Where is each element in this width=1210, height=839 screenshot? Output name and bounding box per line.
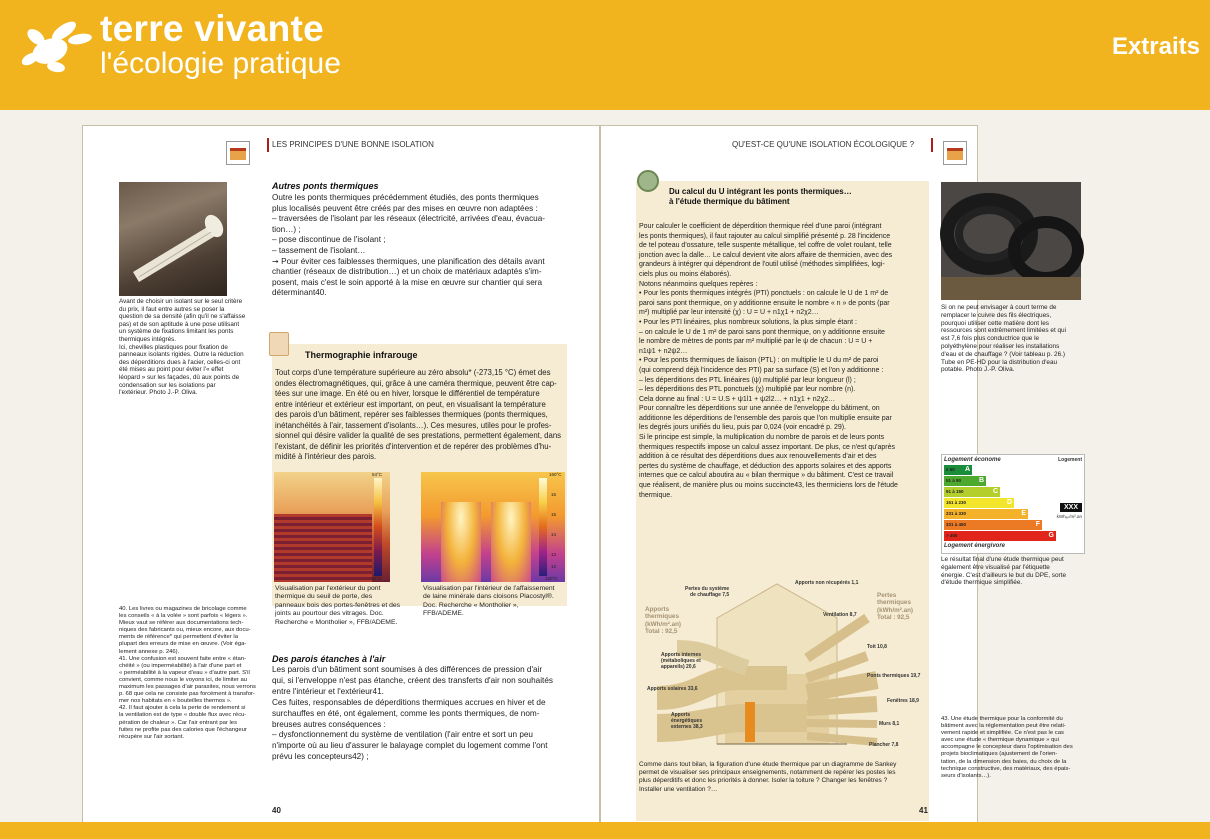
sankey-label-ventilation: Ventilation 8,7 [823,612,857,618]
energy-class-letter: D [1006,499,1012,506]
right-red-rule [931,138,933,152]
energy-class-range: 151 à 230 [946,500,967,505]
pipe-photo-caption: Si on ne peut envisager à court terme de remplacer le cuivre des fils électriques, pourquoi utiliser cette matière dont les ressources sont extrêmement limitées et qui est 7,6 fois plus conductrice que le polyéthylène pour réaliser les installations d'eau et de chauffage ? (Voir tableau p. 26.) Tube en PE-HD pour la distribution d'eau potable. Photo J.-P. Oliva. [941,304,1067,374]
sankey-label-apports-externes: Apports énergétiques externes 38,3 [671,712,703,730]
thermal-caption-exterior: Visualisation par l'extérieur du pont thermique du seuil de porte, des panneaux bois des portes-fenêtres et des joints au pourtour des vitrages. Doc. Recherche « Montholier », FFB/ADEME. [275,585,401,626]
thermal-scale-tick: 15 [551,512,557,517]
energy-class-bar-a [944,465,972,475]
energy-class-range: 91 à 150 [946,489,964,494]
page-number-left: 40 [272,806,281,815]
sankey-label-toit: Toit 10,8 [867,644,887,650]
pe-hd-pipe-photo [941,182,1081,300]
sankey-label-pertes-chauffage: Pertes du système de chauffage 7,5 [685,586,730,598]
energy-label [941,454,1085,554]
energy-class-range: 331 à 450 [946,522,967,527]
sankey-label-fenetres: Fenêtres 18,9 [887,698,919,704]
energy-class-bar-e [944,509,1028,519]
footnotes-40-42: 40. Les livres ou magazines de bricolage comme les conseils « à la volée » sont parfois « légers ». Mieux vaut se référer aux documentations tech- niques des fabricants ou, mieux encore, aux docu- ments de référence* qui permettent d'éviter la plupart des erreurs de mise en œuvre. (Voir éga- lement annexe p. 246). 41. Une confusion est souvent faite entre « étan- chéité » (ou imperméabilité) à l'air d'une part et « perméabilité à la vapeur d'eau » d'autre part. S'il convient, comme nous le voyons ici, de limiter au maximum les passages d'air parasites, nous verrons p. 68 que cela ne consiste pas forcément à transfor- mer nos habitats en « bouteilles thermos ». 42. Il faut ajouter à cela la perte de rendement si la ventilation est de type « double flux avec récu- pération de chaleur ». Car l'air entrant par les fuites ne profite pas des calories que l'échangeur récupère sur l'air sortant. [119,606,256,740]
energy-unit: kWhₑₚ/m².an [1056,514,1082,519]
thermal-scale-bottom-2: 120°C [545,576,558,581]
u-calculation-body: Pour calculer le coefficient de déperdition thermique réel d'une paroi (intégrant les ponts thermiques), il faut rajouter au calcul simplifié présenté p. 28 l'incidence de tel poteau d'ossature, telle suspente métallique, tel coffre de volet roulant, telle jonction avec la dalle… Le calcul devient vite alors affaire de thermicien, avec des grandeurs à intégrer qui dépendront de l'outil utilisé (méthodes simplifiées, logi- ciels plus ou moins élaborés). Notons néanmoins quelques repères : • Pour les ponts thermiques intégrés (PTI) ponctuels : on calcule le U de 1 m² de paroi sans pont thermique, on y additionne ensuite le nombre « n » de ponts (par m²) multiplié par leur intensité (χ) : U = U + n1χ1 + n2χ2… • Pour les PTI linéaires, plus nombreux solutions, la plus simple étant : – on calcule le U de 1 m² de paroi sans pont thermique, on y additionne ensuite le nombre de mètres de ponts par m² multiplié par le ψ de chacun : U = U + n1ψ1 + n2ψ2… • Pour les ponts thermiques de liaison (PTL) : on multiplie le U du m² de paroi (qui comprend déjà l'incidence des PTI) par sa surface (S) et l'on y additionne : – les déperditions des PTL linéaires (ψ) multiplié par leur longueur (l) ; – les déperditions des PTL ponctuels (χ) multiplié par leur nombre (n). Cela donne au final : U = U.S + ψ1l1 + ψ2l2… + n1χ1 + n2χ2… Pour connaître les déperditions sur une année de l'enveloppe du bâtiment, on additionne les déperditions de l'ensemble des parois que l'on multiplie ensuite par les degrés jours unifiés du lieu, puis par 0,024 (voir encadré p. 29). Si le principe est simple, la multiplication du nombre de parois et de leurs ponts thermiques respectifs impose un calcul assez important. De plus, ce n'est qu'après addition à ce résultat des déperditions dues aux renouvellements d'air et des pertes du système de chauffage, et déduction des apports solaires et des apports internes que ce calcul aboutira au « bilan thermique » du bâtiment. C'est ce travail que réalisent, de manière plus ou moins succincte43, les thermiciens lors de l'étude thermique. [639,223,898,499]
running-head-left: LES PRINCIPES D'UNE BONNE ISOLATION [272,140,434,149]
chapter-house-icon [226,141,250,165]
bottom-band [0,822,1210,839]
extraits-label: Extraits [1111,33,1200,60]
sankey-diagram [637,578,929,754]
pipe-coils-drawing [941,182,1081,300]
sankey-apports-title: Apports thermiques (kWh/m².an) Total : 92,5 [645,606,682,636]
thermographie-title: Thermographie infrarouge [305,350,418,360]
page-number-right: 41 [919,806,928,815]
energy-class-bar-c [944,487,1000,497]
section-title-autres-ponts: Autres ponts thermiques [272,181,379,191]
right-page [600,125,1082,825]
thermal-scale-tick: 12 [551,564,557,569]
brand-tagline: l'écologie pratique [100,47,341,80]
energy-class-letter: E [1021,510,1026,517]
energy-value-badge: XXX [1060,503,1082,512]
sankey-label-plancher: Plancher 7,8 [869,742,899,748]
thermal-scale-tick: 16 [551,492,557,497]
calculator-badge-icon [637,170,659,192]
terre-vivante-logo-icon[interactable] [20,15,100,77]
sankey-label-non-recuperes: Apports non récupérés 1,1 [795,580,859,586]
sankey-caption: Comme dans tout bilan, la figuration d'une étude thermique par un diagramme de Sankey permet de visualiser ses principaux enseignements, notamment de repérer les postes les plus déperditifs et donc les priorités à donner. Isoler la toiture ? Changer les fenêtres ? Installer une ventilation ?… [639,761,897,793]
energy-class-letter: G [1048,532,1054,539]
energy-class-range: 51 à 90 [946,478,962,483]
insulation-dowel-photo [119,182,227,296]
thermal-scale-tick: 14 [551,532,557,537]
thermal-scale-top-1: 54°C [372,472,383,477]
left-red-rule [267,138,269,152]
thermal-image-interior [421,472,565,582]
sankey-label-apports-solaires: Apports solaires 33,6 [647,686,698,692]
energy-class-range: > 450 [946,533,958,538]
chapter-house-icon-right [943,141,967,165]
thermal-caption-interior: Visualisation par l'intérieur de l'affaissement de laine minérale dans cloisons Placostyl®. Doc. Recherche « Montholier », FFB/ADEME. [423,585,555,618]
thermal-scale-tick: 13 [551,552,557,557]
box-title-line1: Du calcul du U intégrant les ponts thermiques… [669,187,852,196]
energy-label-right-head: Logement [1058,457,1082,463]
energy-class-bar-d [944,498,1014,508]
footnote-43: 43. Une étude thermique pour la conformité du bâtiment avec la réglementation peut être relati- vement rapide et simplifiée. Ce n'est pas le cas avec une étude « thermique dynamique » qui accompagne le concepteur dans l'optimisation des projets bioclimatiques (ajustement de l'orien- tation, de la dimension des baies, du choix de la technique constructive, des matériaux, des épais- seurs d'isolants…). [941,716,1073,779]
sankey-label-apports-internes: Apports internes (métaboliques et appareils) 20,6 [661,652,702,670]
section-body-parois-etanches: Les parois d'un bâtiment sont soumises à des différences de pression d'air qui, si l'enveloppe n'est pas étanche, créent des transferts d'air non souhaités entre l'intérieur et l'extérieur41. Ces fuites, responsables de déperditions thermiques accrues en hiver et de surchauffes en été, ont également, comme les ponts thermiques, de nom- breuses autres conséquences : – dysfonctionnement du système de ventilation (l'air entre et sort un peu n'importe où au lieu d'assurer le balayage complet du logement comme l'ont prévu les concepteurs42) ; [272,665,553,762]
dowel-photo-caption: Avant de choisir un isolant sur le seul critère du prix, il faut entre autres se poser la question de sa densité (afin qu'il ne s'affaisse pas) et de son aptitude à une pose utilisant un système de fixations limitant les ponts thermiques intégrés. Ici, chevilles plastiques pour fixation de panneaux isolants rigides. Outre la réduction des déperditions dues à l'acier, celles-ci ont été mises au point pour éviter l'« effet léopard » sur les façades, dû aux points de condensation sur les isolations par l'extérieur. Photo J.-P. Oliva. [119,298,246,397]
energy-class-letter: C [992,488,998,495]
energy-class-bar-g [944,531,1056,541]
site-header [0,0,1210,110]
sankey-label-murs: Murs 8,1 [879,721,900,727]
brand-name[interactable]: terre vivante [100,8,324,49]
thermal-image-exterior [274,472,390,582]
energy-class-bar-f [944,520,1042,530]
dowel-illustration [119,182,227,296]
book-spread [0,110,1210,839]
box-title-line2: à l'étude thermique du bâtiment [669,197,790,206]
running-head-right: QU'EST-CE QU'UNE ISOLATION ÉCOLOGIQUE ? [732,140,915,149]
energy-class-letter: A [964,466,970,473]
energy-class-range: ≤ 50 [946,467,955,472]
energy-label-top-title: Logement économe [944,457,1001,463]
book-badge-icon [269,332,289,356]
sankey-pertes-title: Pertes thermiques (kWh/m².an) Total : 92,5 [877,592,914,622]
energy-class-letter: F [1035,521,1040,528]
energy-label-caption: Le résultat final d'une étude thermique peut également être visualisé par l'étiquette énergie. C'est d'ailleurs le but du DPE, sorte d'étude thermique simplifiée. [941,556,1066,587]
section-title-parois-etanches: Des parois étanches à l'air [272,654,386,664]
left-page [82,125,600,825]
energy-class-bar-b [944,476,986,486]
thermal-scale-top-2: 160°C [549,472,562,477]
section-body-autres-ponts: Outre les ponts thermiques précédemment étudiés, des ponts thermiques plus localisés peuvent être créés par des mises en œuvre non adaptées : – traversées de l'isolant par les réseaux (électricité, arrivées d'eau, évacua- tion…) ; – pose discontinue de l'isolant ; – tassement de l'isolant… ➞ Pour éviter ces faiblesses thermiques, une planification des détails avant chantier (réseaux de distribution…) et un choix de matériaux adaptés s'im- posent, mais c'est le soin apporté à la mise en œuvre sur chantier qui sera déterminant40. [272,193,545,298]
sankey-label-ponts-thermiques: Ponts thermiques 19,7 [867,673,921,679]
energy-class-letter: B [978,477,984,484]
thermographie-body: Tout corps d'une température supérieure au zéro absolu* (-273,15 °C) émet des ondes électromagnétiques, qui, grâce à une caméra thermique, peuvent être cap- tées sur une image. En été ou en hiver, lorsque le différentiel de température entre intérieur et extérieur est important, on peut, en visualisant la température des parois d'un bâtiment, repérer ses faiblesses thermiques (ponts thermiques, inétanchéités à l'air, tassement d'isolants…). Ces mesures, utiles pour le profes- sionnel qui désire valider la qualité de ses prestations, permettent également, dans l'existant, de définir les priorités d'intervention et de repérer des problèmes d'hu- midité à l'intérieur des parois. [275,368,562,461]
energy-label-bottom-title: Logement énergivore [944,543,1006,549]
energy-class-range: 231 à 330 [946,511,967,516]
thermal-scale-bottom-1: -42°C [370,576,382,581]
